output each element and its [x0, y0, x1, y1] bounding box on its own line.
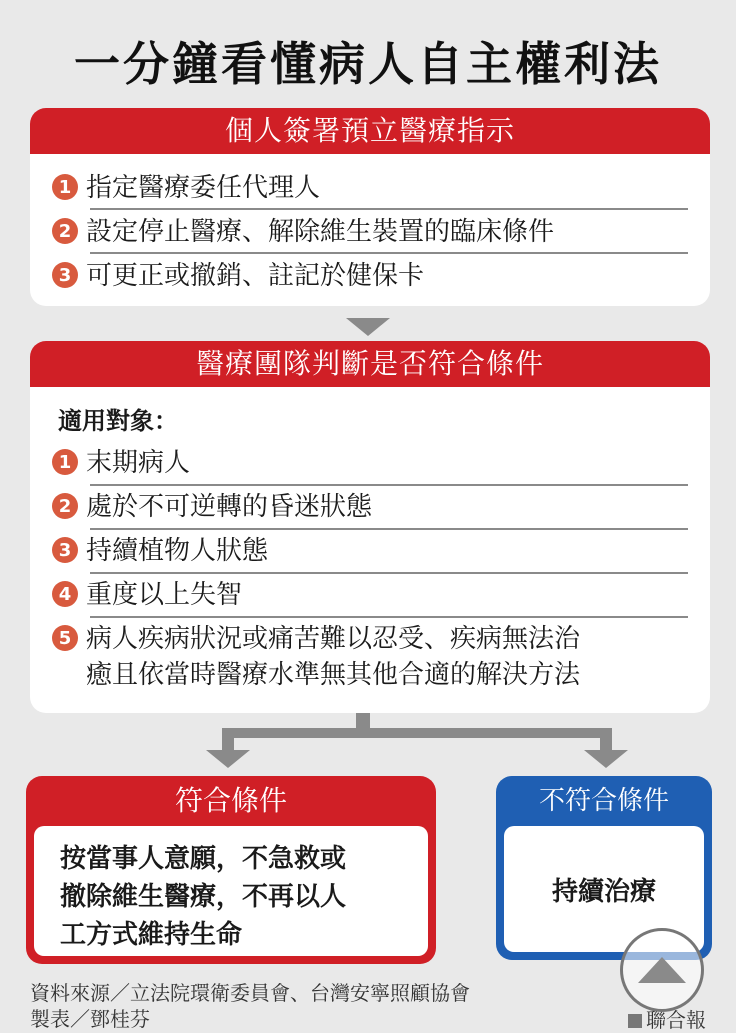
maker-line: 製表／鄧桂芬	[30, 1007, 150, 1031]
eligible-box	[26, 776, 436, 964]
connector-left-leg	[222, 728, 234, 752]
eligible-box-line: 按當事人意願，不急救或	[60, 844, 347, 874]
eligibility-subheading: 適用對象：	[58, 407, 178, 435]
connector-right-leg	[600, 728, 612, 752]
number-badge: 3	[52, 537, 78, 563]
number-badge: 3	[52, 262, 78, 288]
number-badge: 4	[52, 581, 78, 607]
list-item	[52, 445, 688, 481]
page-title: 一分鐘看懂病人自主權利法	[74, 37, 662, 91]
number-badge: 1	[52, 449, 78, 475]
list-item	[52, 621, 688, 693]
divider	[90, 208, 688, 210]
list-item	[52, 489, 688, 525]
list-item-text: 處於不可逆轉的昏迷狀態	[86, 492, 373, 522]
list-item-text-multiline	[86, 621, 580, 693]
list-item-text: 可更正或撤銷、註記於健保卡	[86, 261, 425, 291]
list-item-text: 末期病人	[86, 448, 191, 478]
publisher-name: 聯合報	[646, 1008, 706, 1032]
list-item-text: 持續植物人狀態	[86, 536, 269, 566]
directive-card-header: 個人簽署預立醫療指示	[30, 108, 710, 154]
connector-bar	[222, 728, 612, 738]
eligible-box-line: 撤除維生醫療，不再以人	[60, 882, 347, 912]
source-line: 資料來源／立法院環衛委員會、台灣安寧照顧協會	[30, 981, 470, 1005]
number-badge: 5	[52, 625, 78, 651]
down-arrow-icon	[206, 750, 250, 768]
list-item	[52, 258, 688, 294]
list-item-text-line: 病人疾病狀況或痛苦難以忍受、疾病無法治	[86, 624, 581, 654]
divider	[90, 572, 688, 574]
divider	[90, 252, 688, 254]
ineligible-box-header: 不符合條件	[538, 786, 669, 816]
eligible-box-line: 工方式維持生命	[60, 920, 243, 950]
up-triangle-icon	[636, 955, 688, 985]
eligible-box-body	[34, 826, 428, 956]
list-item-text: 重度以上失智	[86, 580, 243, 610]
criteria-card	[30, 341, 710, 713]
divider	[90, 616, 688, 618]
source-note	[30, 980, 470, 1032]
list-item	[52, 170, 688, 206]
eligible-box-header: 符合條件	[174, 784, 287, 817]
criteria-card-header: 醫療團隊判斷是否符合條件	[30, 341, 710, 387]
list-item	[52, 214, 688, 250]
divider	[90, 484, 688, 486]
down-arrow-icon	[584, 750, 628, 768]
square-icon	[628, 1014, 642, 1028]
list-item	[52, 533, 688, 569]
directive-card	[30, 108, 710, 306]
ineligible-box-body: 持續治療	[504, 826, 704, 952]
list-item	[52, 577, 688, 613]
down-arrow-icon	[346, 318, 390, 336]
number-badge: 2	[52, 493, 78, 519]
number-badge: 1	[52, 174, 78, 200]
list-item-text-line: 癒且依當時醫療水準無其他合適的解決方法	[86, 660, 581, 690]
list-item-text: 設定停止醫療、解除維生裝置的臨床條件	[86, 217, 555, 247]
divider	[90, 528, 688, 530]
list-item-text: 指定醫療委任代理人	[86, 173, 321, 203]
scroll-to-top-button[interactable]	[620, 928, 704, 1012]
number-badge: 2	[52, 218, 78, 244]
